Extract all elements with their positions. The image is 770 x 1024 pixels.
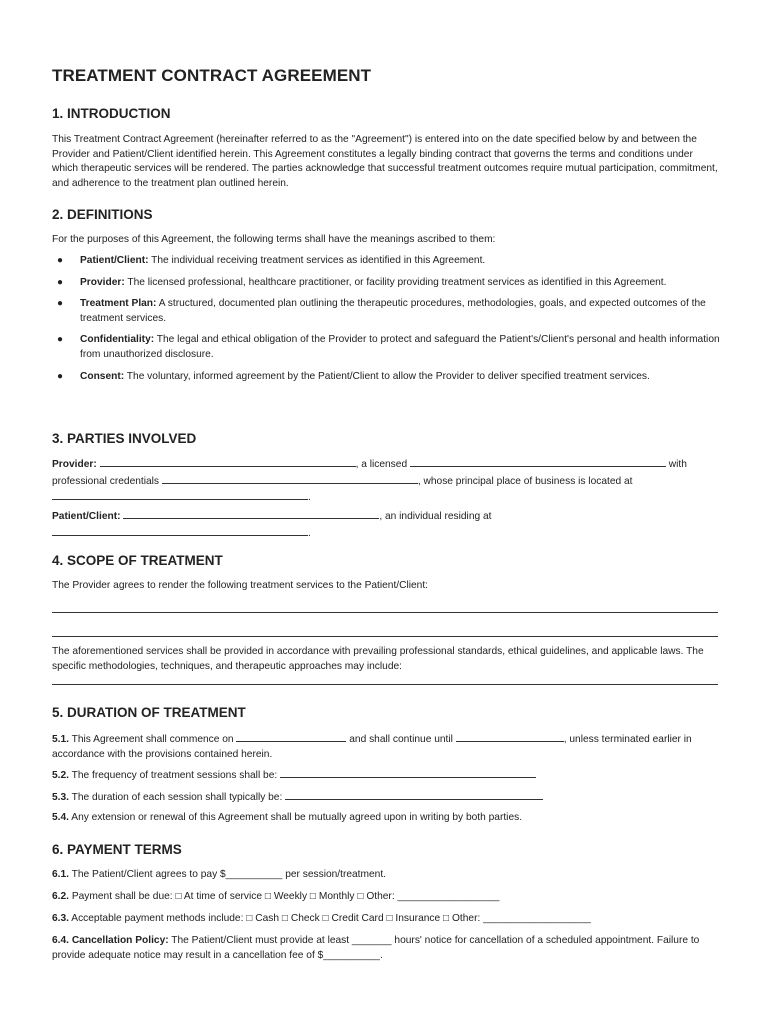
provider-paragraph — [52, 456, 720, 506]
duration-item — [52, 767, 720, 784]
list-item — [52, 370, 720, 385]
section-heading-parties: 3. PARTIES INVOLVED — [52, 431, 197, 446]
duration-item — [52, 811, 720, 826]
list-item — [52, 276, 720, 291]
clause-number: 5.1. — [52, 734, 69, 745]
clause-number: 6.2. — [52, 891, 69, 902]
bullet-icon: ● — [57, 334, 64, 346]
clause-number: 6.3. — [52, 913, 69, 924]
list-item — [52, 333, 720, 362]
payment-item — [52, 912, 720, 927]
payment-due-other-field[interactable]: __________________ — [397, 891, 500, 902]
scope-intro: The Provider agrees to render the following treatment services to the Patient/Client: — [52, 580, 428, 591]
section-heading-definitions: 2. DEFINITIONS — [52, 207, 153, 222]
definition-term: Provider: — [80, 276, 125, 288]
duration-item — [52, 789, 720, 806]
clause-text: . — [379, 949, 383, 961]
provider-text: with professional credentials — [52, 459, 687, 487]
bullet-icon: ● — [57, 298, 64, 310]
section-heading-scope: 4. SCOPE OF TREATMENT — [52, 553, 223, 568]
definition-term: Confidentiality: — [80, 334, 155, 346]
clause-text: and shall continue until — [346, 734, 456, 745]
clause-number: 5.3. — [52, 792, 69, 803]
scope-paragraph: The aforementioned services shall be provided in accordance with prevailing professional standards, ethical guidelines, and applicable laws. The specific methodologies, techniques, and therapeutic approaches may include: — [52, 646, 704, 672]
provider-credentials-field[interactable] — [162, 473, 418, 484]
definition-text: The individual receiving treatment services as identified in this Agreement. — [148, 255, 486, 266]
list-item — [52, 254, 720, 269]
payment-item — [52, 934, 720, 963]
section-heading-introduction: 1. INTRODUCTION — [52, 106, 171, 121]
clause-text: hours' notice for cancellation of a scheduled appointment. Failure to provide adequate notice may result in a cancellation fee of $ — [52, 935, 700, 961]
clause-text: Any extension or renewal of this Agreement shall be mutually agreed upon in writing by both parties. — [69, 812, 523, 823]
bullet-icon: ● — [57, 255, 64, 266]
cancellation-fee-field[interactable]: __________ — [323, 949, 380, 961]
section-heading-duration: 5. DURATION OF TREATMENT — [52, 705, 246, 720]
clause-text: The frequency of treatment sessions shall be: — [69, 770, 281, 781]
definitions-intro: For the purposes of this Agreement, the following terms shall have the meanings ascribed to them: — [52, 234, 496, 245]
definition-text: The licensed professional, healthcare practitioner, or facility providing treatment services as identified in this Agreement. — [124, 276, 667, 288]
methodologies-line[interactable] — [52, 684, 718, 685]
clause-text: per session/treatment. — [282, 869, 386, 880]
duration-item — [52, 731, 720, 762]
clause-text: The Patient/Client must provide at least — [168, 935, 352, 946]
clause-text: The Patient/Client agrees to pay $ — [69, 869, 226, 880]
section-heading-payment: 6. PAYMENT TERMS — [52, 842, 182, 857]
provider-text: . — [308, 492, 311, 504]
patient-text: , an individual residing at — [379, 511, 492, 522]
patient-address-field[interactable] — [52, 525, 308, 536]
definition-text: A structured, documented plan outlining the therapeutic procedures, methodologies, goals, and expected outcomes of the treatment services. — [80, 298, 706, 324]
services-line-1[interactable] — [52, 612, 718, 613]
definition-term: Treatment Plan: — [80, 298, 157, 310]
definition-term: Patient/Client: — [80, 255, 149, 266]
provider-text: , whose principal place of business is located at — [417, 475, 633, 487]
payment-method-other-field[interactable]: ___________________ — [483, 913, 591, 924]
definition-text: The voluntary, informed agreement by the Patient/Client to allow the Provider to deliver specified treatment services. — [124, 370, 650, 382]
introduction-paragraph: This Treatment Contract Agreement (hereinafter referred to as the "Agreement") is entered into on the date specified below by and between the Provider and Patient/Client identified herein. This Agreement constitutes a legally binding contract that governs the terms and conditions under which therapeutic services will be rendered. The parties acknowledge that successful treatment outcomes require mutual participation, commitment, and adherence to the treatment plan outlined herein. — [52, 134, 718, 189]
clause-number: 5.4. — [52, 812, 69, 823]
payment-item — [52, 890, 720, 905]
payment-item — [52, 868, 720, 883]
payment-due-options[interactable]: Payment shall be due: □ At time of service □ Weekly □ Monthly □ Other: — [69, 891, 398, 902]
clause-text: , unless terminated earlier in accordance with the provisions contained herein. — [52, 734, 692, 760]
session-duration-field[interactable] — [285, 789, 543, 800]
patient-text: . — [308, 527, 311, 539]
bullet-icon: ● — [57, 276, 64, 288]
provider-address-field[interactable] — [52, 489, 308, 500]
patient-paragraph — [52, 508, 720, 541]
end-date-field[interactable] — [456, 731, 564, 742]
clause-number: 5.2. — [52, 770, 69, 781]
document-title: TREATMENT CONTRACT AGREEMENT — [52, 66, 372, 85]
patient-label: Patient/Client: — [52, 511, 121, 522]
commence-date-field[interactable] — [236, 731, 346, 742]
fee-amount-field[interactable]: __________ — [225, 869, 283, 880]
patient-name-field[interactable] — [123, 508, 379, 519]
session-frequency-field[interactable] — [280, 767, 536, 778]
notice-hours-field[interactable]: _______ — [351, 935, 392, 946]
provider-text: , a licensed — [355, 459, 410, 470]
provider-label: Provider: — [52, 459, 97, 470]
definition-term: Consent: — [80, 370, 125, 382]
definitions-list — [52, 254, 720, 391]
clause-text: This Agreement shall commence on — [69, 734, 237, 745]
bullet-icon: ● — [57, 370, 64, 382]
provider-profession-field[interactable] — [410, 456, 666, 467]
payment-method-options[interactable]: Acceptable payment methods include: □ Cash □ Check □ Credit Card □ Insurance □ Other: — [69, 913, 484, 924]
provider-name-field[interactable] — [100, 456, 356, 467]
clause-number: 6.1. — [52, 869, 69, 880]
list-item — [52, 297, 720, 326]
clause-number: 6.4. Cancellation Policy: — [52, 935, 169, 946]
services-line-2[interactable] — [52, 636, 718, 637]
definition-text: The legal and ethical obligation of the Provider to protect and safeguard the Patient's/Client's personal and health information from unauthorized disclosure. — [80, 334, 720, 360]
clause-text: The duration of each session shall typically be: — [69, 792, 286, 803]
